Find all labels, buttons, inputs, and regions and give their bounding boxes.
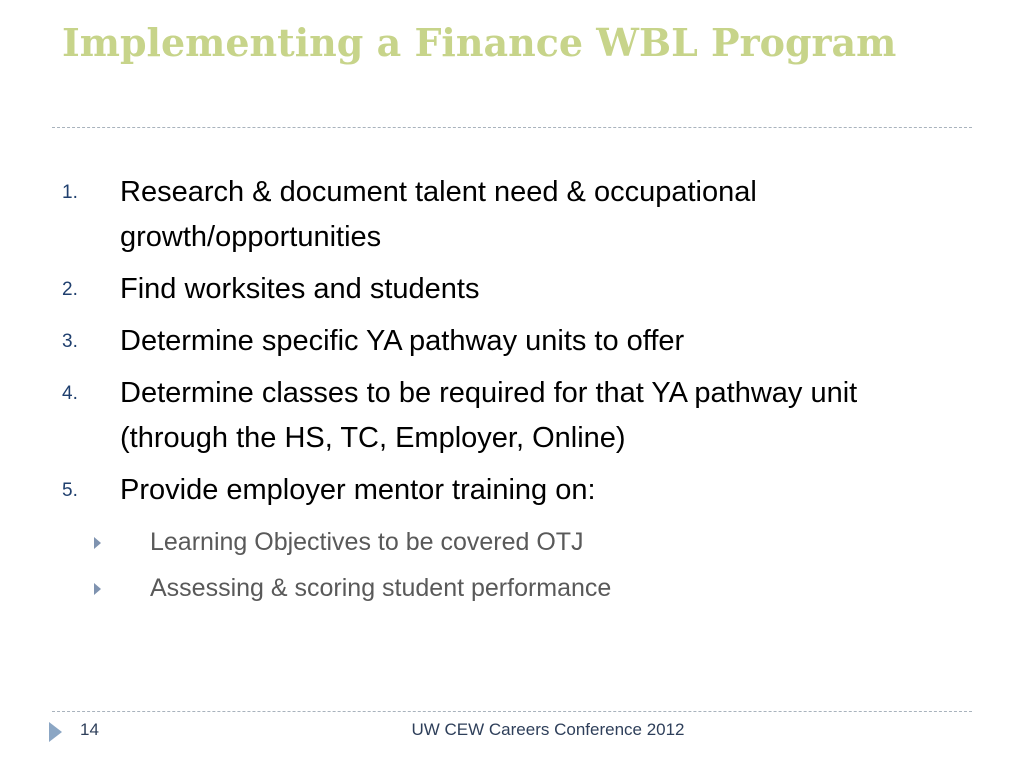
item-text: Find worksites and students [120,273,480,305]
item-text: Provide employer mentor training on: [120,474,596,506]
triangle-right-icon [94,583,101,595]
list-item [62,468,962,513]
title-divider [52,127,972,128]
footer-text: UW CEW Careers Conference 2012 [411,720,685,739]
page-number: 14 [80,720,99,739]
item-number: 1. [62,182,78,203]
sub-item-text: Assessing & scoring student performance [150,574,612,602]
slide-title: Implementing a Finance WBL Program [62,20,897,65]
triangle-right-icon [94,537,101,549]
bullet-list [62,170,962,612]
item-number: 3. [62,331,78,352]
list-item [62,319,962,364]
sub-list-item [62,566,962,611]
item-number: 5. [62,480,78,501]
item-text: Research & document talent need & occupational growth/opportunities [120,176,757,253]
item-text: Determine specific YA pathway units to offer [120,325,685,357]
list-item [62,170,962,260]
list-item [62,371,962,461]
item-number: 2. [62,279,78,300]
footer-divider [52,711,972,712]
sub-item-text: Learning Objectives to be covered OTJ [150,528,584,556]
sub-list-item [62,520,962,565]
list-item [62,267,962,312]
item-text: Determine classes to be required for that YA pathway unit (through the HS, TC, Employer, Online) [120,377,858,454]
item-number: 4. [62,383,78,404]
